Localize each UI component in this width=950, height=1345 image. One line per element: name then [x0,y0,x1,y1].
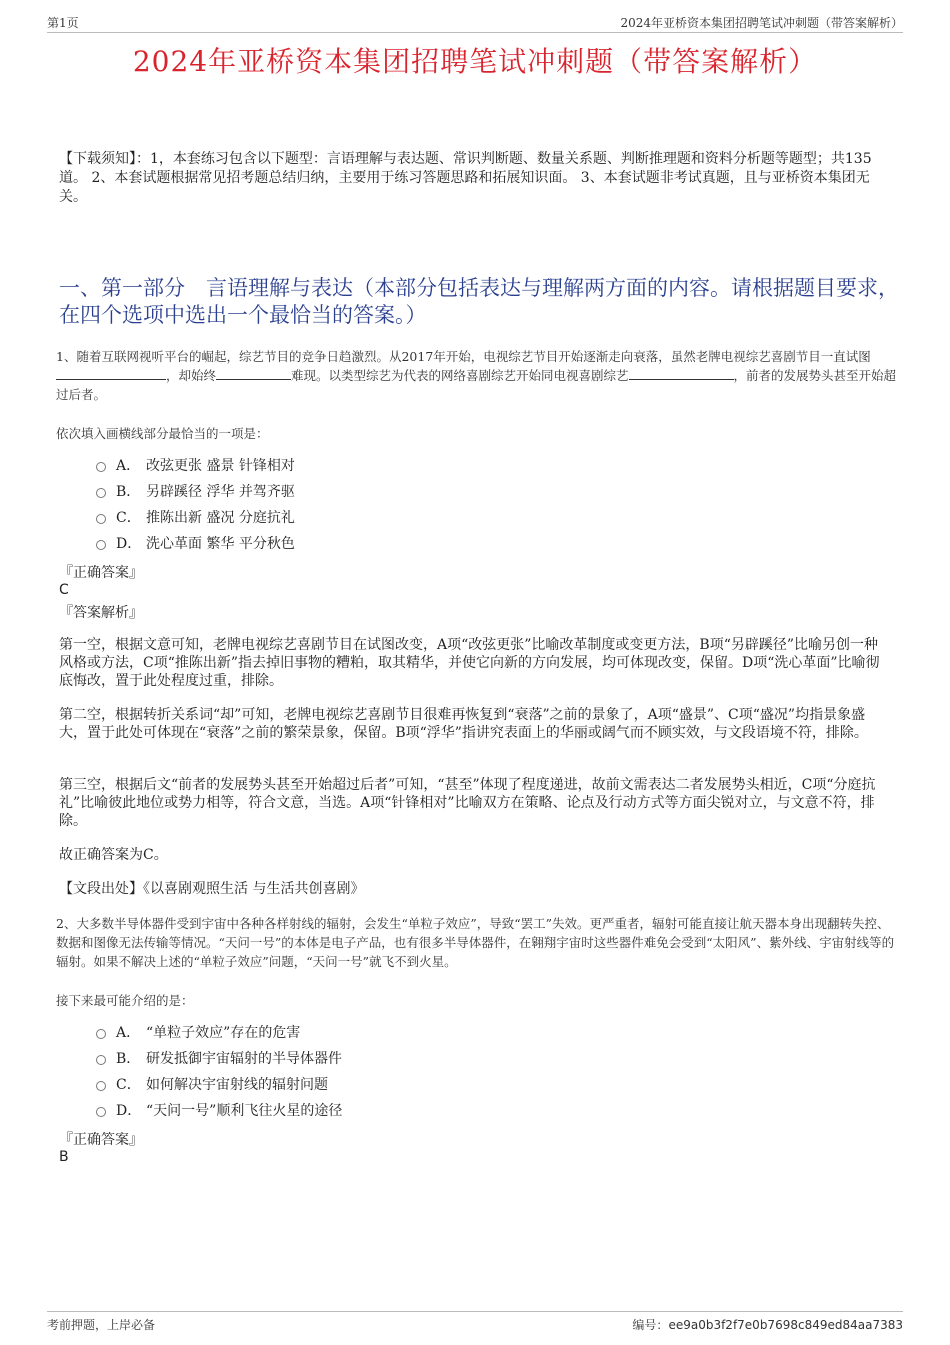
question-1-options [96,452,295,556]
question-1-prompt: 依次填入画横线部分最恰当的一项是： [56,426,269,441]
passage-source: 【文段出处】《以喜剧观照生活 与生活共创喜剧》 [59,881,365,897]
radio-icon[interactable] [96,514,106,524]
fill-blank-3 [629,366,734,380]
question-2-stem: 2、大多数半导体器件受到宇宙中各种各样射线的辐射，会发生“单粒子效应”，导致“罢工”失效。更严重者，辐射可能直接让航天器本身出现翻转失控、数据和图像无法传输等情况。“天问一号”的本体是电子产品，也有很多半导体器件，在翱翔宇宙时这些器件难免会受到“太阳风”、紫外线、宇宙射线等的辐射。如果不解决上述的“单粒子效应”问题，“天问一号”就飞不到火星。 [56,916,895,969]
option-b[interactable]: B． 另辟蹊径 浮华 并驾齐驱 [96,478,295,504]
option-c[interactable]: C． 推陈出新 盛况 分庭抗礼 [96,504,295,530]
analysis-label: 『答案解析』 [59,605,143,621]
option-a[interactable]: A． 改弦更张 盛景 针锋相对 [96,452,295,478]
question-1-stem: 1、随着互联网视听平台的崛起，综艺节目的竞争日趋激烈。从2017年开始，电视综艺节目开始逐渐走向衰落，虽然老牌电视综艺喜剧节目一直试图，却始终 难现。以类型综艺为代表的网络喜剧综艺开始同电视喜剧综艺 ，前者的发展势头甚至开始超过后者。 [56,349,897,402]
option-d[interactable]: D． “天问一号”顺利飞往火星的途径 [96,1097,342,1123]
radio-icon[interactable] [96,1107,106,1117]
option-a[interactable]: A． “单粒子效应”存在的危害 [96,1019,342,1045]
page-number: 第1页 [47,16,79,30]
analysis-paragraph-1: 第一空，根据文意可知，老牌电视综艺喜剧节目在试图改变，A项“改弦更张”比喻改革制度或变更方法，B项“另辟蹊径”比喻另创一种风格或方法，C项“推陈出新”指去掉旧事物的糟粕，取其精华，并使它向新的方向发展，均可体现改变，保留。D项“洗心革面”比喻彻底悔改，置于此处程度过重，排除。 [59,637,880,689]
analysis-conclusion: 故正确答案为C。 [59,847,168,863]
fill-blank-1 [56,366,166,380]
page-header [47,14,903,33]
question-2-prompt: 接下来最可能介绍的是： [56,993,194,1008]
page-footer [47,1311,903,1332]
footer-slogan: 考前押题，上岸必备 [47,1318,156,1332]
option-b[interactable]: B． 研发抵御宇宙辐射的半导体器件 [96,1045,342,1071]
download-notice: 【下载须知】：1，本套练习包含以下题型：言语理解与表达题、常识判断题、数量关系题、判断推理题和资料分析题等题型；共135道。 2、本套试题根据常见招考题总结归纳，主要用于练习答题思路和拓展知识面。 3、本套试题非考试真题，且与亚桥资本集团无关。 [59,151,872,205]
correct-answer: C [59,582,69,598]
radio-icon[interactable] [96,1081,106,1091]
answer-label: 『正确答案』 [59,1132,143,1148]
radio-icon[interactable] [96,1055,106,1065]
radio-icon[interactable] [96,488,106,498]
radio-icon[interactable] [96,540,106,550]
analysis-paragraph-3: 第三空，根据后文“前者的发展势头甚至开始超过后者”可知，“甚至”体现了程度递进，故前文需表达二者发展势头相近，C项“分庭抗礼”比喻彼此地位或势力相等，符合文意，当选。A项“针锋相对”比喻双方在策略、论点及行动方式等方面尖锐对立，与文意不符，排除。 [59,777,876,829]
question-2-options [96,1019,342,1123]
header-doc-name: 2024年亚桥资本集团招聘笔试冲刺题（带答案解析） [620,16,903,30]
correct-answer: B [59,1149,69,1165]
document-title: 2024年亚桥资本集团招聘笔试冲刺题（带答案解析） [132,45,818,78]
document-code: 编号：ee9a0b3f2f7e0b7698c849ed84aa7383 [632,1318,903,1332]
radio-icon[interactable] [96,1029,106,1039]
fill-blank-2 [216,366,291,380]
answer-label: 『正确答案』 [59,565,143,581]
radio-icon[interactable] [96,462,106,472]
analysis-paragraph-2: 第二空，根据转折关系词“却”可知，老牌电视综艺喜剧节目很难再恢复到“衰落”之前的景象了，A项“盛景”、C项“盛况”均指景象盛大，置于此处可体现在“衰落”之前的繁荣景象，保留。B项“浮华”指讲究表面上的华丽或阔气而不顾实效，与文段语境不符，排除。 [59,707,868,741]
option-c[interactable]: C． 如何解决宇宙射线的辐射问题 [96,1071,342,1097]
option-d[interactable]: D． 洗心革面 繁华 平分秋色 [96,530,295,556]
section-heading: 一、第一部分 言语理解与表达（本部分包括表达与理解两方面的内容。请根据题目要求，在四个选项中选出一个最恰当的答案。） [59,276,899,327]
